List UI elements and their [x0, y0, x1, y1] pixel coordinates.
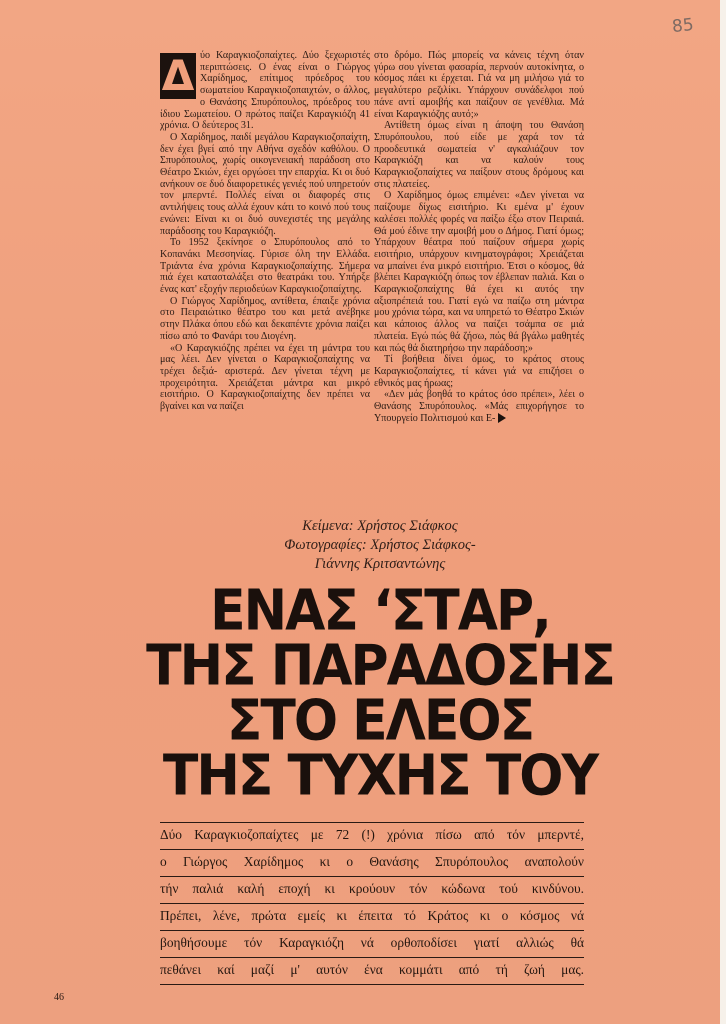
- standfirst-line: πεθάνει καί μαζί μ' αυτόν ένα κομμάτι από τή ζωή μας.: [160, 957, 584, 985]
- photos-credit-continued: Γιάννης Κριτσαντώνης: [314, 556, 446, 572]
- headline-line-3: ΣΤΟ ΕΛΕΟΣ: [226, 688, 534, 754]
- paragraph: Το 1952 ξεκίνησε ο Σπυρόπουλος από το Κοπανάκι Μεσσηνίας. Γύρισε όλη την Ελλάδα. Τριάντα ένα χρόνια Καραγκιοζοπαίχτης. Σήμερα πιά έχει κατασταλάξει στο θεατράκι του. Υπήρξε ένας κατ' εξοχήν περιοδεύων Καραγκιοζοπαίχτης.: [160, 237, 370, 296]
- standfirst-line: τήν παλιά καλή εποχή κι κρούουν τόν κώδωνα τού κινδύνου.: [160, 876, 584, 903]
- standfirst-line: Πρέπει, λένε, πρώτα εμείς κι έπειτα τό Κράτος κι ο κόσμος νά: [160, 903, 584, 930]
- handwritten-page-number: 85: [671, 14, 695, 38]
- photos-credit: Φωτογραφίες: Χρήστος Σιάφκος-: [284, 537, 476, 553]
- paragraph: Ο Χαρίδημος όμως επιμένει: «Δεν γίνεται να παίζουμε δίχως εισιτήριο. Κι εμένα μ' έχουν καλέσει πολλές φορές να παίξω έξω στον Πειραιά. Θά μού έδινε την αμοιβή μου ο Δήμος. Γιατί όμως; Υπάρχουν θέατρα πού παίζουν σήμερα χωρίς εισιτήριο, υπάρχουν κινηματογράφοι; Χρειάζεται να μπαίνει ένα μικρό εισιτήριο. Έτσι ο κόσμος, θά βλέπει Καραγκιόζη όπως τον έβλεπαν παλιά. Και ο Καραγκιοζοπαίχτης θά έχει κι αυτός την αξιοπρέπειά του. Γιατί εγώ να παίζω στη μάντρα μου χρόνια τώρα, και να υπηρετώ το Θέατρο Σκιών και κάποιος άλλος να παίζει τσάμπα σε μιά πλατεία. Εγώ πώς θά ζήσω, πώς θά βγάλω μαθητές και πώς θά διατηρήσω την παράδοση;»: [374, 190, 584, 354]
- headline-line-4: ΤΗΣ ΤΥΧΗΣ ΤΟΥ: [162, 743, 598, 809]
- paragraph: Τί βοήθεια δίνει όμως, το κράτος στους Καραγκιοζοπαίχτες, τί κάνει γιά να επιζήσει ο εθνικός μας ήρωας;: [374, 354, 584, 389]
- continue-arrow-icon: [498, 413, 506, 423]
- paragraph: Αντίθετη όμως είναι η άποψη του Θανάση Σπυρόπουλου, πού είδε με χαρά τον τά προοδευτικά σωματεία ν' αγκαλιάζουν τον Καραγκιόζη και να καλούν τους Καραγκιοζοπαίχτες να παίξουν στους δρόμους και στις πλατείες.: [374, 120, 584, 190]
- standfirst: [160, 822, 584, 985]
- paragraph: «Ο Καραγκιόζης πρέπει να έχει τη μάντρα του μας λέει. Δεν γίνεται ο Καραγκιοζοπαίχτης να τρέχει δεξιά- αριστερά. Δεν γίνεται τέχνη με προχειρότητα. Χρειάζεται μάντρα και μικρό εισιτήριο. Ο Καραγκιοζοπαίχτης δεν πρέπει να βγαίνει και να παίζει: [160, 342, 370, 413]
- standfirst-line: ο Γιώργος Χαρίδημος κι ο Θανάσης Σπυρόπουλος αναπολούν: [160, 849, 584, 876]
- paragraph: «Δεν μάς βοηθά το κράτος όσο πρέπει», λέει ο Θανάσης Σπυρόπουλος. «Μάς επιχορήγησε το Υπουργείο Πολιτισμού και Ε-: [374, 389, 584, 424]
- right-text-column: [374, 50, 584, 425]
- headline-line-2: ΤΗΣ ΠΑΡΑΔΟΣΗΣ: [146, 633, 614, 699]
- texts-credit: Κείμενα: Χρήστος Σιάφκος: [302, 518, 458, 534]
- page-edge: [720, 0, 726, 1024]
- standfirst-line: Δύο Καραγκιοζοπαίχτες με 72 (!) χρόνια πίσω από τόν μπερντέ,: [160, 822, 584, 849]
- paragraph: Δ ύο Καραγκιοζοπαίχτες. Δύο ξεχωριστές περιπτώσεις. Ο ένας είναι ο Γιώργος Χαρίδημος, επίτιμος πρόεδρος του σωματείου Καραγκιοζοπαιχτών, ο άλλος, ο Θανάσης Σπυρόπουλος, πρόεδρος του ίδιου Σωματείου. Ο πρώτος παίζει Καραγκιόζη 41 χρόνια. Ο δεύτερος 31.: [160, 50, 370, 132]
- headline-line-1: ΕΝΑΣ ‘ΣΤΑΡ,: [210, 578, 550, 644]
- paragraph: Ο Χαρίδημος, παιδί μεγάλου Καραγκιοζοπαίχτη, δεν έχει βγεί από την Αθήνα σχεδόν καθόλου. Ο Σπυρόπουλος, χωρίς οικογενειακή παράδοση στο Θέατρο Σκιών, έχει οργώσει την επαρχία. Κι οι δυό ανήκουν σε δυό διαφορετικές γενιές πού υπηρετούν τον μπερντέ. Πολλές είναι οι διαφορές στις αντιλήψεις τους αλλά έχουν κάτι το κοινό πού τους ενώνει: Είναι κι οι δυό συνεχιστές της μεγάλης παράδοσης του Καραγκιόζη.: [160, 131, 370, 237]
- left-text-column: [160, 50, 370, 413]
- credits: [230, 517, 530, 574]
- paragraph: στο δρόμο. Πώς μπορείς να κάνεις τέχνη όταν γύρω σου γίνεται φασαρία, περνούν αυτοκίνητα, ο κόσμος πάει κι έρχεται. Γιά να μη μιλήσω γιά το μεγαλύτερο ρεζιλίκι. Υπάρχουν συνάδελφοι πού πάνε αντί αμοιβής και παίζουν σε γενέθλια. Μά είναι Καραγκιόζης αυτό;»: [374, 50, 584, 120]
- headline: [60, 578, 700, 809]
- dropcap: Δ: [161, 51, 195, 100]
- standfirst-line: βοηθήσουμε τόν Καραγκιόζη νά ορθοποδίσει γιατί αλλιώς θά: [160, 930, 584, 957]
- printed-page-number: 46: [54, 992, 64, 1003]
- paragraph: Ο Γιώργος Χαρίδημος, αντίθετα, έπαιξε χρόνια στο Πειραιώτικο θέατρο του και μετά ανέβηκε στην Πλάκα όπου εδώ και δεκαπέντε χρόνια παίζει πίσω από το Φανάρι του Διογένη.: [160, 295, 370, 342]
